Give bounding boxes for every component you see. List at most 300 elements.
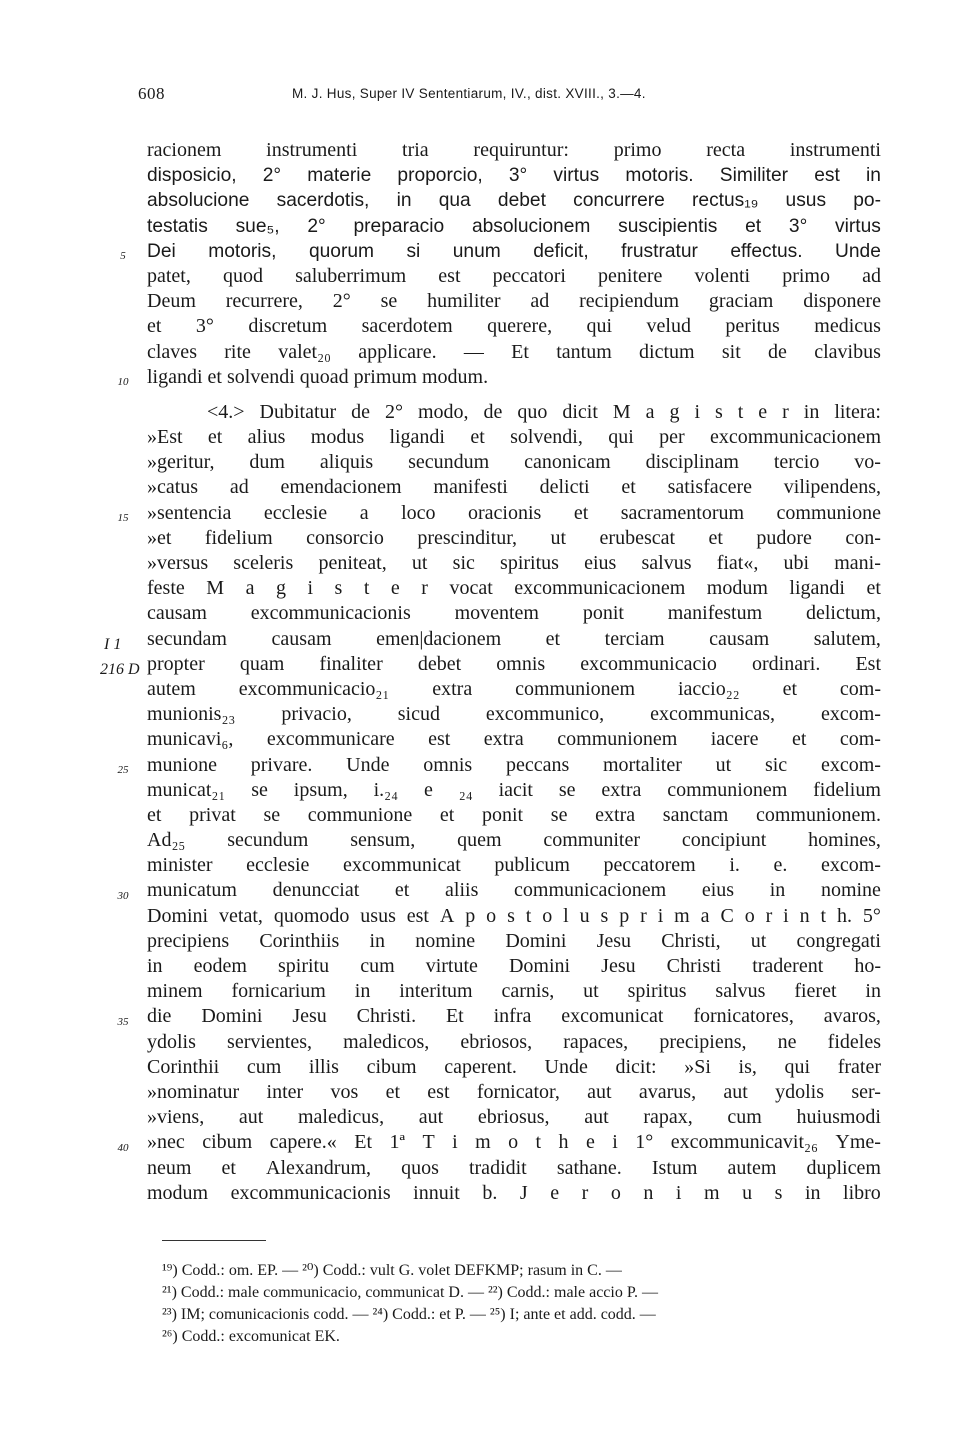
text-line [147,929,881,954]
word: 2° [307,215,326,237]
word: minem [147,980,203,1003]
word: medicus [814,315,881,338]
word: aut [723,1080,748,1103]
word: communione [776,501,881,524]
footnote-line: ¹⁹) Codd.: om. EP. — ²⁰) Codd.: vult G. volet DEFKMP; rasum in C. — [162,1262,622,1279]
word: salvus [715,980,766,1003]
word: u [742,1181,753,1204]
word: ut [750,929,767,952]
word: in [369,929,386,952]
word: est [814,165,840,187]
word: eius [584,552,617,574]
word: Similiter [719,165,789,187]
word: peritus [725,315,780,338]
word: recta [706,139,746,161]
word: h [558,1131,569,1154]
margin-line-number: 30 [117,890,129,902]
word: ecclesie [246,854,310,877]
word: de [483,400,503,423]
word: salvus [641,552,692,574]
word: ydolis [775,1080,825,1103]
word: p [619,904,630,927]
footnote-rule [162,1240,266,1241]
word: erubescat [599,526,676,549]
word: in [865,980,881,1003]
word: sathane. [556,1156,622,1179]
word: discretum [248,315,328,338]
text-line [147,1105,881,1130]
word: extra [483,728,524,751]
footnote-line: ²³) IM; comunicacionis codd. — ²⁴) Codd.: et P. — ²⁵) I; ante et add. codd. — [162,1306,656,1323]
text-line [147,289,881,314]
word: excommunicacionis [250,602,411,625]
word: testatis [147,215,208,237]
word: ponit [582,602,624,625]
word: oracionis [468,501,542,524]
word: a [245,577,255,600]
word: privacio, [281,703,352,726]
word: cum [360,955,395,977]
text-line [147,878,881,903]
text-line [147,314,881,339]
word: disposicio, [147,165,237,187]
word: fidelium [204,526,273,549]
word: est [427,1080,450,1103]
text-line [147,551,881,576]
word: penitere [598,264,663,287]
text-line [147,450,881,475]
word: Jesu [601,955,636,977]
word: causam [271,627,332,650]
word: J [519,1181,528,1204]
word: t [525,904,532,927]
word: b. [482,1181,498,1204]
word: 3° [788,215,808,237]
word: ebriosus, [477,1106,550,1129]
word: i [694,400,701,423]
word: e. [773,854,788,877]
word: quo [517,400,548,423]
word: r [640,904,647,927]
word: ser- [851,1080,881,1103]
word: o [610,1181,621,1204]
margin-line-number: 15 [117,512,129,524]
word: Christi, [661,929,721,952]
word: rite [224,340,251,363]
word: excommunicacio₂₁ [238,677,390,700]
word: modum [706,577,768,600]
word: absolucionem [471,215,591,237]
word: usus [360,904,396,927]
word: preparacio [353,215,445,237]
footnotes [162,1260,892,1348]
word: spiritus [627,980,687,1003]
word: municavi₆, [147,728,234,751]
word: peccatorem [603,854,696,877]
word: patet, [147,264,191,287]
word: excommunicas, [650,703,776,726]
text-line [147,1156,881,1181]
word: 2° [262,165,282,187]
word: excommunicacionem [514,577,686,600]
word: virtute [425,955,478,977]
word: ipsum, [293,778,348,801]
word: dum [249,451,285,474]
word: ordinari. [752,652,821,675]
word: querere, [487,315,553,338]
word: motoris. [625,165,694,187]
word: Unde [544,1055,588,1078]
word: usus [785,190,827,212]
word: manifesti [433,476,508,499]
word: »viens, [147,1106,205,1129]
word: et [439,803,455,826]
word: concurrere [573,190,665,212]
word: materie [307,165,372,187]
word: 1° [635,1131,654,1154]
word: communionem. [756,803,881,826]
word: is, [738,1055,757,1078]
word: et [573,501,589,524]
word: t [535,1131,542,1154]
word: e [550,1181,560,1204]
word: interitum [399,980,473,1003]
word: »sentencia [147,501,232,524]
word: in [804,1181,821,1204]
word: maledicos, [343,1030,430,1053]
text-line [147,1080,881,1105]
word: in [803,400,820,423]
word: ubi [783,552,810,574]
word: Et [354,1131,373,1154]
word: fidelium [813,778,881,801]
text-line [147,188,881,213]
text-line [147,501,881,526]
word: et [394,879,410,902]
word: si [406,240,421,262]
word: sensum, [350,829,416,852]
word: feste [147,577,185,600]
word: et [708,526,723,549]
word: mani- [834,552,881,574]
word: iaccio₂₂ [677,677,740,700]
word: et [621,476,636,499]
word: duplicem [806,1156,881,1179]
word: et [147,803,162,826]
word: et [221,1156,236,1179]
word: cibum [202,1131,253,1154]
word: in [396,190,412,212]
word: ad [530,290,550,313]
word: cum [246,1055,282,1078]
word: primo [613,139,662,161]
word: — [463,340,484,363]
text-line [147,627,881,652]
paragraph-gap [147,390,881,400]
word: aut [584,1106,609,1129]
word: sic [764,753,788,776]
word: alius [247,426,286,449]
word: 3° [195,315,214,338]
word: Domini [201,1005,263,1028]
word: Domini [508,955,571,977]
word: debet [417,652,462,675]
word: ligandi [389,426,445,449]
word: »catus [147,476,199,499]
word: excommunicacionem [709,426,881,449]
word: deficit, [533,240,589,262]
word: excom- [821,854,881,877]
word: n [643,1181,654,1204]
word: litera: [834,400,881,423]
text-line [147,400,881,425]
word: t [820,904,827,927]
word: Dei [147,240,176,262]
text-line [147,778,881,803]
word: instrumenti [266,139,358,161]
word: ebriosos, [460,1030,533,1053]
text-line [147,425,881,450]
word: ad [862,264,881,287]
word: et [866,577,881,600]
word: concipiunt [681,829,767,852]
word: aut [238,1106,264,1129]
word: se [251,778,268,801]
word: communionem [667,778,788,801]
word: vos [330,1080,359,1103]
word: Et [445,1005,464,1028]
word: autem [727,1156,777,1179]
word: o [508,1131,519,1154]
word: Et [511,340,529,363]
word: et [545,627,561,650]
text-line [147,340,881,365]
text-line [147,954,881,979]
word: Christi. [356,1005,417,1028]
margin-line-number: 10 [117,376,129,388]
word: qui [784,1055,811,1078]
word: peniteat, [318,552,387,574]
word: ho- [854,955,881,977]
word: et [470,426,485,449]
text-line [147,828,881,853]
text-line [147,475,881,500]
word: ut [411,552,428,574]
word: dicit: [615,1055,657,1078]
word: excom- [820,753,881,776]
word: ut [715,753,732,776]
word: r [765,904,773,927]
word: de [351,400,371,423]
text-line [147,727,881,752]
word: peccatori [492,264,566,287]
word: vetat, [219,904,263,927]
word: Est [855,652,881,675]
word: r [421,577,428,600]
word: instrumenti [789,139,881,161]
word: claves [147,340,197,363]
word: graciam [708,290,774,313]
text-line [147,803,881,828]
word: »versus [147,552,209,574]
word: fideles [827,1030,881,1053]
word: o [542,904,553,927]
word: i. [729,854,740,877]
word: Alexandrum, [266,1156,372,1179]
word: u [579,904,590,927]
word: proporcio, [397,165,483,187]
word: infra [493,1005,532,1028]
text-line [147,163,881,188]
text-line [147,264,881,289]
word: servientes, [227,1030,313,1053]
word: cibum [366,1055,417,1078]
word: neum [147,1156,192,1179]
word: frater [837,1055,881,1078]
word: libro [843,1181,881,1204]
word: modum [147,1181,209,1204]
word: vocat [449,577,493,600]
word: Corinthiis [259,929,340,952]
word: caperent. [444,1055,517,1078]
word: requiruntur: [473,139,569,161]
word: humiliter [427,290,501,313]
word: excommunicacio [580,652,717,675]
word: eius [701,879,735,902]
word: sicud [397,703,440,726]
word: nomine [415,929,476,952]
text-line [147,677,881,702]
word: consorcio [306,526,384,549]
word: maledicus, [298,1106,385,1129]
word: fornicarium [231,980,326,1003]
word: excommunicare [266,728,395,751]
word: ₂₄ [458,778,473,801]
word: aut [587,1080,612,1103]
word: 3° [508,165,528,187]
word: causam [147,602,207,625]
word: munionis₂₃ [147,703,236,726]
word: carnis, [501,980,555,1003]
word: tantum [556,340,612,363]
word: ne [777,1030,797,1053]
word: Domini [505,929,567,952]
word: excommunicacionis [230,1181,391,1204]
word: p [465,904,476,927]
word: spiritus [500,552,559,574]
word: »nominatur [147,1080,240,1103]
word: po- [853,190,881,212]
word: »geritur, [147,451,215,474]
word: fornicatores, [693,1005,794,1028]
word: prescinditur, [417,526,518,549]
word: homines, [808,829,881,852]
word: volenti [694,264,751,287]
word: racionem [147,139,222,161]
margin-line-number: 25 [117,764,129,776]
word: et [385,1080,400,1103]
word: ponit [482,803,524,826]
word: i.₂₄ [373,778,399,801]
word: est [428,728,451,751]
word: M [612,400,631,423]
word: o [486,904,497,927]
word: se [380,290,398,313]
word: denuncciat [272,879,360,902]
text-line [147,652,881,677]
word: canonicam [524,451,611,474]
word: et [745,215,762,237]
word: de [768,340,787,363]
word: ecclesie [263,501,328,524]
word: communionem [515,677,636,700]
word: recurrere, [225,290,303,313]
word: secundum [408,451,490,474]
text-line [147,1004,881,1029]
word: et [207,426,223,449]
word: iacit [498,778,533,801]
word: i [657,904,664,927]
word: communicacionem [514,879,667,902]
word: excommunico, [485,703,605,726]
word: virtus [553,165,600,187]
word: Deum [147,290,196,313]
word: C [720,904,734,927]
word: et [791,728,807,751]
word: emendacionem [280,476,402,499]
word: frustratur [621,240,698,262]
word: disciplinam [645,451,739,474]
word: se [263,803,281,826]
word: r [581,1181,589,1204]
word: et [782,677,797,700]
running-head: M. J. Hus, Super IV Sententiarum, IV., dist. XVIII., 3.—4. [292,86,646,101]
word: clavibus [814,340,881,363]
footnote-line: ²⁶) Codd.: excomunicat EK. [162,1328,340,1345]
word: rapax, [643,1106,693,1129]
word: unum [452,240,501,262]
word: quomodo [273,904,350,927]
word: fiat«, [716,552,759,574]
word: ad [229,476,249,499]
word: ydolis [147,1030,196,1053]
word: tria [402,139,429,161]
word: avaros, [823,1005,881,1028]
word: a [700,904,710,927]
word: extra [595,803,636,826]
word: Jesu [596,929,632,952]
word: Yme- [835,1131,881,1154]
footnote-line: ²¹) Codd.: male communicacio, communicat D. — ²²) Codd.: male accio P. — [162,1284,658,1301]
word: sacerdotis, [276,190,370,212]
word: quorum [308,240,374,262]
word: g [275,577,286,600]
word: in [769,879,786,902]
text-line [147,601,881,626]
word: l [563,904,569,927]
text-line [147,214,881,239]
word: precipiens, [659,1030,747,1053]
word: communionem [557,728,678,751]
word: e [585,1131,595,1154]
word: vo- [854,451,881,474]
word: m [703,1181,720,1204]
word: dictum [639,340,695,363]
word: privare. [250,753,313,776]
word: s [600,904,609,927]
word: con- [845,526,881,549]
word: qua [438,190,471,212]
